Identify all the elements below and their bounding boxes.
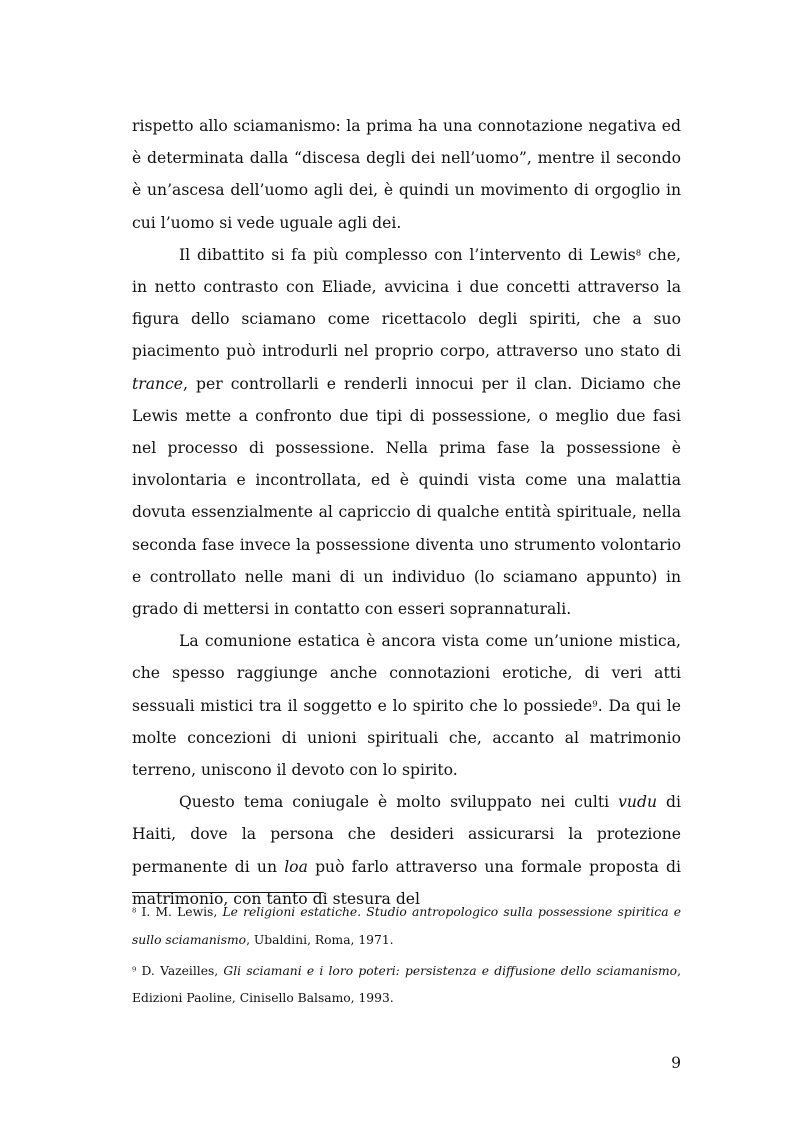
italic-text: vudu (618, 793, 658, 812)
text-run: rispetto allo sciamanismo: la prima ha una connotazione negativa ed è determinata dalla “discesa degli dei nell’uomo”, mentre il secondo è un’ascesa dell’uomo agli dei, è quindi un movimento di orgoglio in cui l’uomo si vede uguale agli dei. (132, 117, 681, 232)
italic-text: Le religioni estatiche. Studio antropologico sulla possessione spiritica e sullo sciamanismo (132, 905, 681, 947)
italic-text: Gli sciamani e i loro poteri: persistenza e diffusione dello sciamanismo (223, 963, 678, 978)
paragraph-3 (132, 625, 681, 786)
footnote-marker: 9 (132, 964, 137, 973)
text-run: Questo tema coniugale è molto sviluppato nei culti (179, 793, 619, 812)
footnotes (132, 899, 681, 1013)
footnote-9 (132, 958, 681, 1014)
footnote-8 (132, 899, 681, 955)
text-run: Il dibattito si fa più complesso con l’intervento di Lewis (179, 245, 636, 264)
footnote-marker: 9 (592, 698, 598, 709)
text-run: , per controllarli e renderli innocui per il clan. Diciamo che Lewis mette a confronto due tipi di possessione, o meglio due fasi nel processo di possessione. Nella prima fase la possessione è involontaria e incontrollata, ed è quindi vista come una malattia dovuta essenzialmente al capriccio di qualche entità spirituale, nella seconda fase invece la possessione diventa uno strumento volontario e controllato nelle mani di un individuo (lo sciamano appunto) in grado di mettersi in contatto con esseri soprannaturali. (132, 374, 681, 619)
paragraph-2 (132, 239, 681, 625)
text-run: La comunione estatica è ancora vista come un’unione mistica, che spesso raggiunge anche connotazioni erotiche, di veri atti sessuali mistici tra il soggetto e lo spirito che lo possiede (132, 632, 681, 715)
text-run: , Ubaldini, Roma, 1971. (246, 932, 394, 947)
italic-text: loa (284, 857, 308, 876)
italic-text: trance (132, 374, 184, 393)
text-run: I. M. Lewis, (136, 905, 223, 919)
text-run: , Edizioni Paoline, Cinisello Balsamo, 1993. (132, 963, 681, 1006)
page-number: 9 (671, 1054, 681, 1072)
body-text (132, 110, 681, 915)
text-run: . Da qui le molte concezioni di unioni spirituali che, accanto al matrimonio terreno, uniscono il devoto con lo spirito. (132, 696, 682, 780)
text-run: può farlo attraverso una formale proposta di matrimonio, con tanto di stesura del (132, 857, 682, 908)
text-run: di Haiti, dove la persona che desideri assicurarsi la protezione permanente di un (132, 793, 681, 876)
footnote-marker: 8 (132, 906, 137, 915)
text-run: che, in netto contrasto con Eliade, avvicina i due concetti attraverso la figura dello sciamano come ricettacolo degli spiriti, che a suo piacimento può introdurli nel proprio corpo, attraverso uno stato di (132, 245, 682, 361)
paragraph-1 (132, 110, 681, 239)
footnote-marker: 8 (635, 248, 642, 259)
text-run: D. Vazeilles, (136, 963, 224, 978)
paragraph-4 (132, 786, 681, 915)
footnote-separator (132, 892, 324, 893)
